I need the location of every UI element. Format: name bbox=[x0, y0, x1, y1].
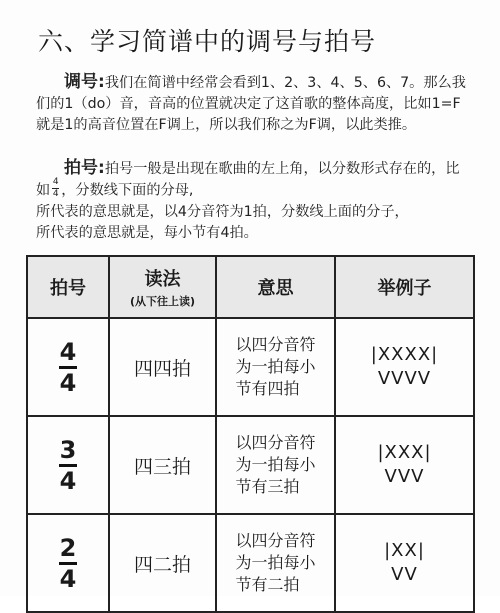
row-reading: 四四拍 bbox=[109, 318, 216, 416]
fraction bbox=[59, 437, 77, 494]
header-reading-label: 读法 bbox=[144, 269, 181, 290]
fraction-numerator: 4 bbox=[59, 337, 77, 366]
time-signature-text-before: 拍号一般是出现在歌曲的左上角，以分数形式存在的，比如 bbox=[36, 161, 460, 199]
row-example-cell bbox=[335, 514, 474, 612]
row-meaning: 以四分音符为一拍每小节有四拍 bbox=[235, 335, 316, 398]
fraction-numerator: 3 bbox=[59, 435, 77, 464]
row-reading: 四三拍 bbox=[109, 416, 216, 514]
row-meaning-cell bbox=[216, 416, 335, 514]
header-reading-sub: (从下往上读) bbox=[129, 295, 196, 308]
row-example bbox=[384, 539, 425, 587]
time-signature-paragraph bbox=[36, 158, 466, 244]
row-example-cell bbox=[335, 416, 474, 514]
fraction-numerator: 2 bbox=[59, 533, 77, 562]
header-example: 举例子 bbox=[335, 256, 474, 318]
time-signature-text-after: ，分数线下面的分母, bbox=[61, 182, 194, 199]
row-meaning: 以四分音符为一拍每小节有二拍 bbox=[235, 531, 316, 594]
key-signature-text: 我们在简谱中经常会看到1、2、3、4、5、6、7。那么我们的1（do）音，音高的位置就决定了这首歌的整体高度，比如1=F就是1的高音位置在F调上，所以我们称之为F调，以此类推。 bbox=[36, 75, 466, 133]
fraction bbox=[59, 535, 77, 592]
example-top: |XX| bbox=[384, 540, 425, 561]
table-header-row bbox=[27, 256, 474, 318]
fraction-denominator: 4 bbox=[59, 564, 77, 593]
example-bottom: VVVV bbox=[377, 368, 432, 389]
time-signature-line2: 所代表的意思就是，以4分音符为1拍，分数线上面的分子， bbox=[36, 203, 409, 220]
example-bottom: VV bbox=[391, 564, 418, 585]
page-title: 六、学习简谱中的调号与拍号 bbox=[38, 27, 377, 56]
example-top: |XXXX| bbox=[370, 344, 439, 365]
example-bottom: VVV bbox=[384, 466, 425, 487]
example-top: |XXX| bbox=[377, 442, 432, 463]
row-fraction-cell bbox=[27, 318, 109, 416]
time-signature-table bbox=[26, 255, 475, 613]
row-meaning-cell bbox=[216, 514, 335, 612]
inline-fraction-numerator: 4 bbox=[52, 177, 59, 187]
header-time-signature: 拍号 bbox=[27, 256, 109, 318]
row-fraction-cell bbox=[27, 514, 109, 612]
header-meaning: 意思 bbox=[216, 256, 335, 318]
time-signature-line3: 所代表的意思就是，每小节有4拍。 bbox=[36, 224, 258, 241]
header-reading bbox=[109, 256, 216, 318]
inline-fraction bbox=[52, 178, 59, 199]
row-reading: 四二拍 bbox=[109, 514, 216, 612]
table-row bbox=[27, 318, 474, 416]
row-meaning-cell bbox=[216, 318, 335, 416]
inline-fraction-denominator: 4 bbox=[52, 189, 59, 199]
fraction-denominator: 4 bbox=[59, 368, 77, 397]
table-row bbox=[27, 416, 474, 514]
row-example bbox=[377, 441, 431, 489]
key-signature-paragraph bbox=[36, 72, 466, 136]
table-row bbox=[27, 514, 474, 612]
row-example-cell bbox=[335, 318, 474, 416]
fraction-denominator: 4 bbox=[59, 466, 77, 495]
row-fraction-cell bbox=[27, 416, 109, 514]
row-example bbox=[371, 343, 438, 391]
key-signature-term: 调号: bbox=[64, 72, 105, 92]
fraction bbox=[59, 339, 77, 396]
time-signature-term: 拍号: bbox=[64, 158, 105, 178]
row-meaning: 以四分音符为一拍每小节有三拍 bbox=[235, 433, 316, 496]
